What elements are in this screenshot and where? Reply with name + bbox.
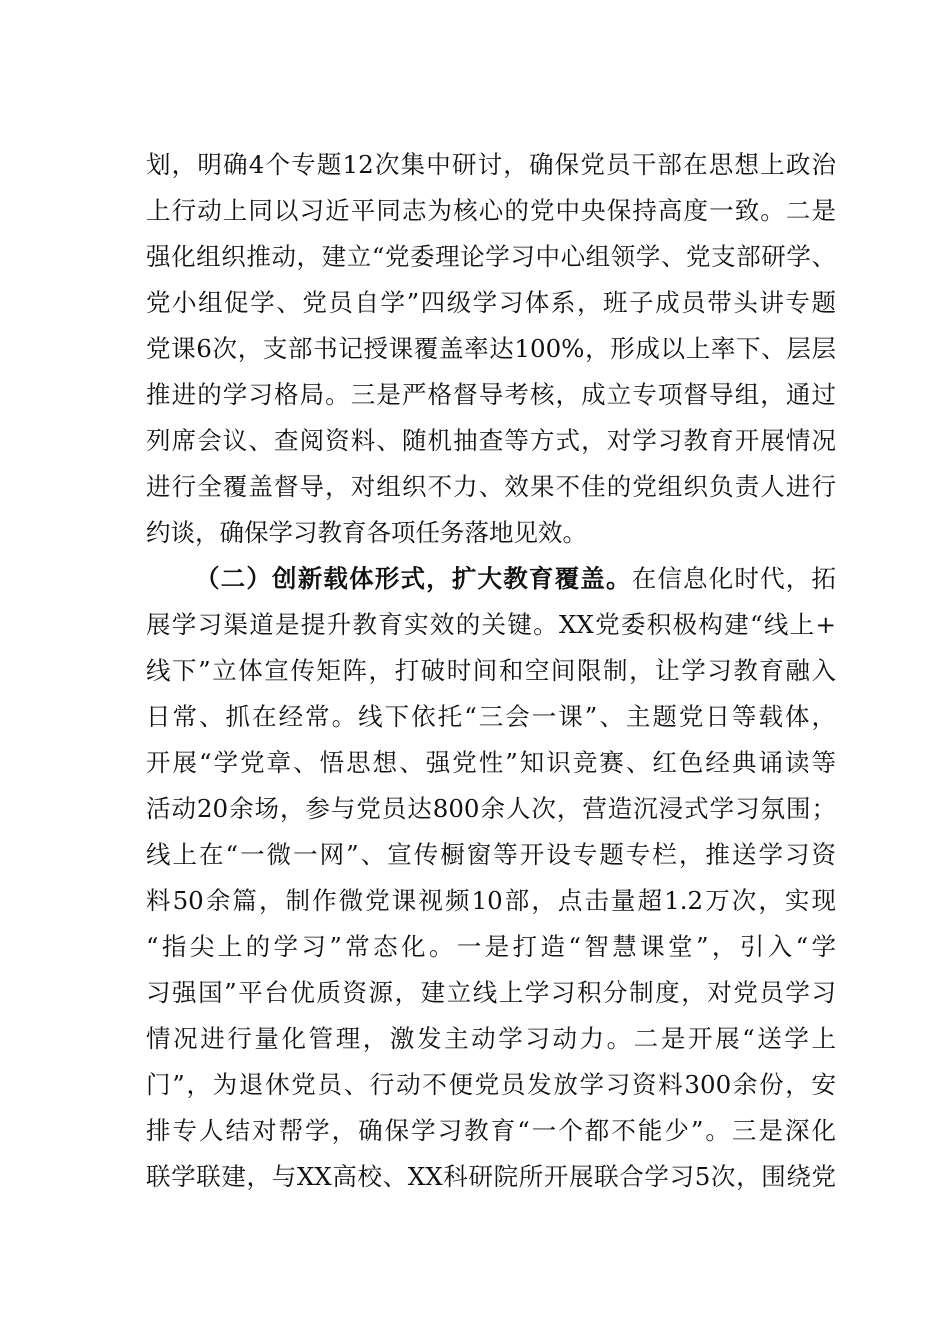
text-line: 展学习渠道是提升教育实效的关键。XX党委积极构建“线上+ (146, 610, 836, 639)
text-line: 开展“学党章、悟思想、强党性”知识竞赛、红色经典诵读等 (146, 748, 836, 777)
text-line: 线上在“一微一网”、宣传橱窗等开设专题专栏，推送学习资 (146, 840, 836, 869)
text-line: “指尖上的学习”常态化。一是打造“智慧课堂”，引入“学 (146, 932, 836, 961)
section-heading: （二）创新载体形式，扩大教育覆盖。 (195, 564, 632, 593)
text-line: 联学联建，与XX高校、XX科研院所开展联合学习5次，围绕党 (146, 1162, 836, 1191)
text-line: 门”，为退休党员、行动不便党员发放学习资料300余份，安 (146, 1070, 836, 1099)
text-line: 活动20余场，参与党员达800余人次，营造沉浸式学习氛围； (146, 794, 836, 823)
text-line: 进行全覆盖督导，对组织不力、效果不佳的党组织负责人进行 (146, 472, 836, 501)
text-line: 划，明确4个专题12次集中研讨，确保党员干部在思想上政治 (146, 150, 836, 179)
text-line: 上行动上同以习近平同志为核心的党中央保持高度一致。二是 (146, 196, 836, 225)
text-line: 日常、抓在经常。线下依托“三会一课”、主题党日等载体， (146, 702, 836, 731)
paragraph-2 (146, 556, 836, 1200)
text-line: 党课6次，支部书记授课覆盖率达100%，形成以上率下、层层 (146, 334, 836, 363)
text-line: 习强国”平台优质资源，建立线上学习积分制度，对党员学习 (146, 978, 836, 1007)
text-line: 排专人结对帮学，确保学习教育“一个都不能少”。三是深化 (146, 1116, 836, 1145)
text-line: 料50余篇，制作微党课视频10部，点击量超1.2万次，实现 (146, 886, 836, 915)
body-text (146, 142, 836, 1200)
text-line: 线下”立体宣传矩阵，打破时间和空间限制，让学习教育融入 (146, 656, 836, 685)
text-run: 在信息化时代，拓 (631, 564, 836, 593)
text-line: 强化组织推动，建立“党委理论学习中心组领学、党支部研学、 (146, 242, 836, 271)
text-line: 情况进行量化管理，激发主动学习动力。二是开展“送学上 (146, 1024, 836, 1053)
paragraph-1 (146, 142, 836, 556)
text-line: 列席会议、查阅资料、随机抽查等方式，对学习教育开展情况 (146, 426, 836, 455)
text-line: 推进的学习格局。三是严格督导考核，成立专项督导组，通过 (146, 380, 836, 409)
text-line: 约谈，确保学习教育各项任务落地见效。 (146, 518, 587, 547)
section-heading-line (146, 556, 836, 602)
text-line: 党小组促学、党员自学”四级学习体系，班子成员带头讲专题 (146, 288, 836, 317)
